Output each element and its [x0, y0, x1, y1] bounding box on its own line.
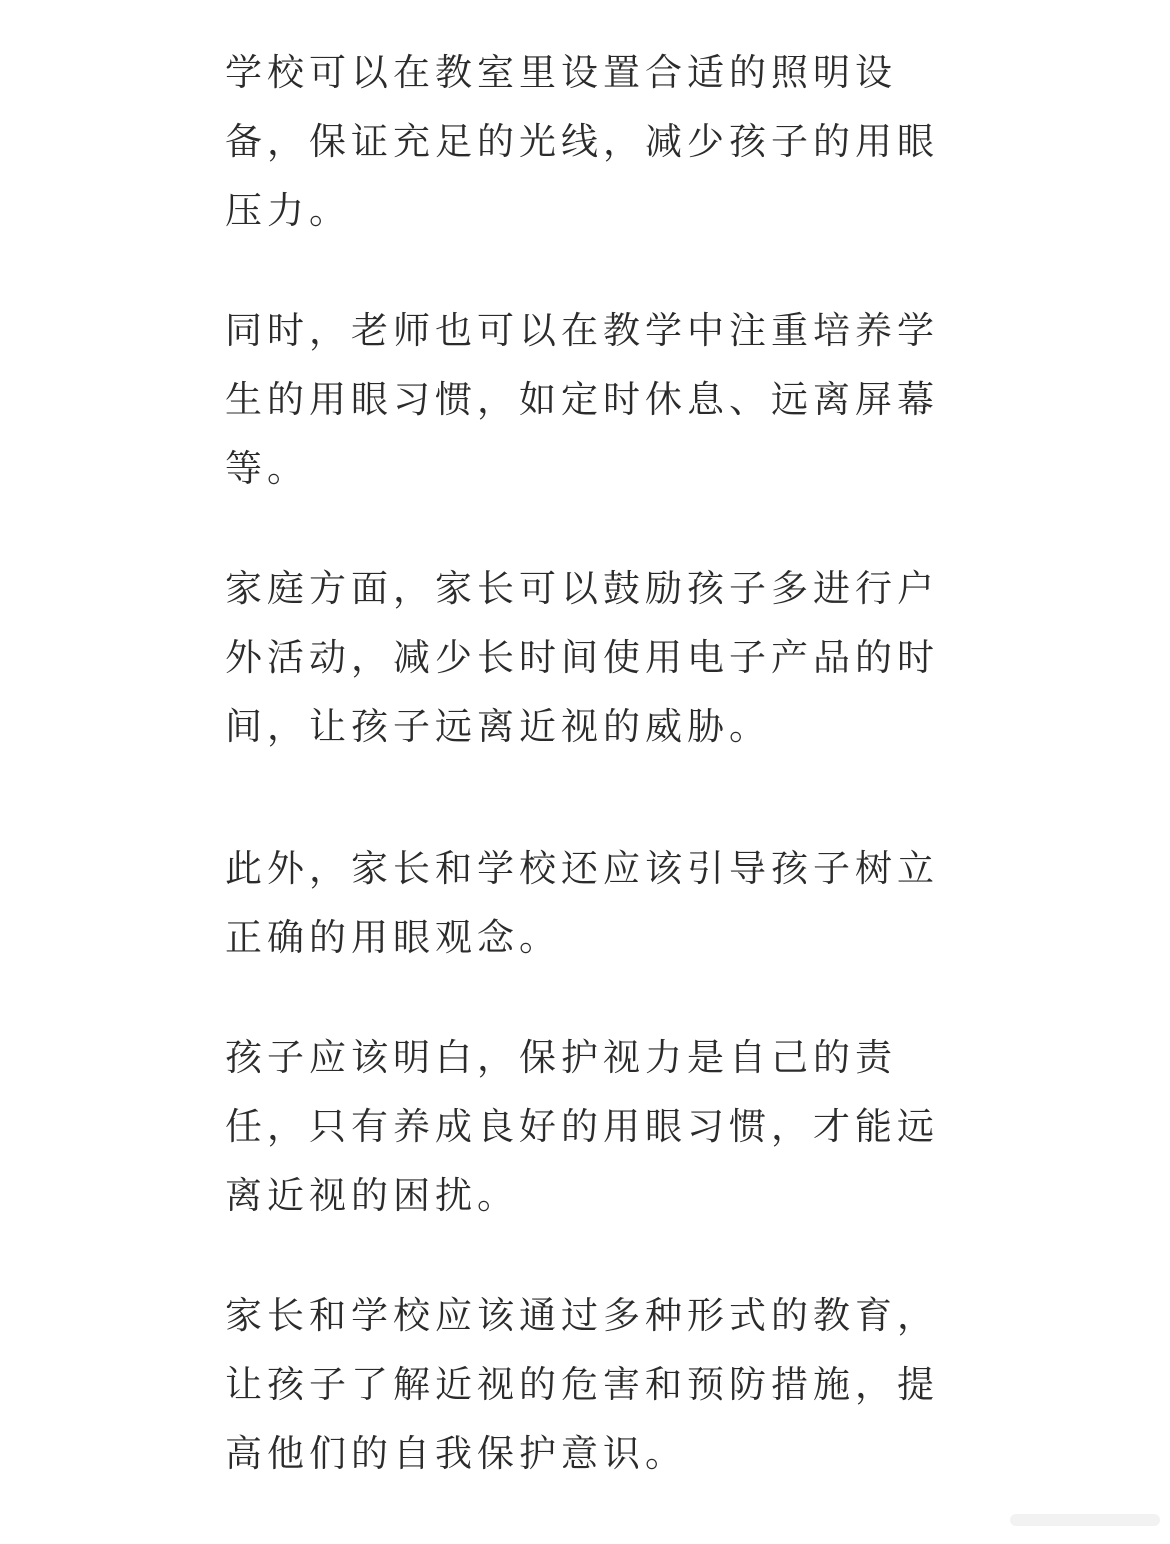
paragraph-education: 家长和学校应该通过多种形式的教育，让孩子了解近视的危害和预防措施，提高他们的自我保护意识。 [225, 1294, 939, 1475]
paragraph-child-responsibility: 孩子应该明白，保护视力是自己的责任，只有养成良好的用眼习惯，才能远离近视的困扰。 [225, 1036, 939, 1217]
paragraph-lighting: 学校可以在教室里设置合适的照明设备，保证充足的光线，减少孩子的用眼压力。 [225, 51, 939, 232]
faint-watermark [1010, 1506, 1160, 1534]
paragraph-eye-awareness: 此外，家长和学校还应该引导孩子树立正确的用眼观念。 [225, 847, 939, 959]
paragraph-family-outdoor: 家庭方面，家长可以鼓励孩子多进行户外活动，减少长时间使用电子产品的时间，让孩子远离近视的威胁。 [225, 567, 939, 748]
article-body [225, 38, 947, 1488]
paragraph-teacher-habits: 同时，老师也可以在教学中注重培养学生的用眼习惯，如定时休息、远离屏幕等。 [225, 309, 939, 490]
watermark-icon [1010, 1506, 1160, 1534]
